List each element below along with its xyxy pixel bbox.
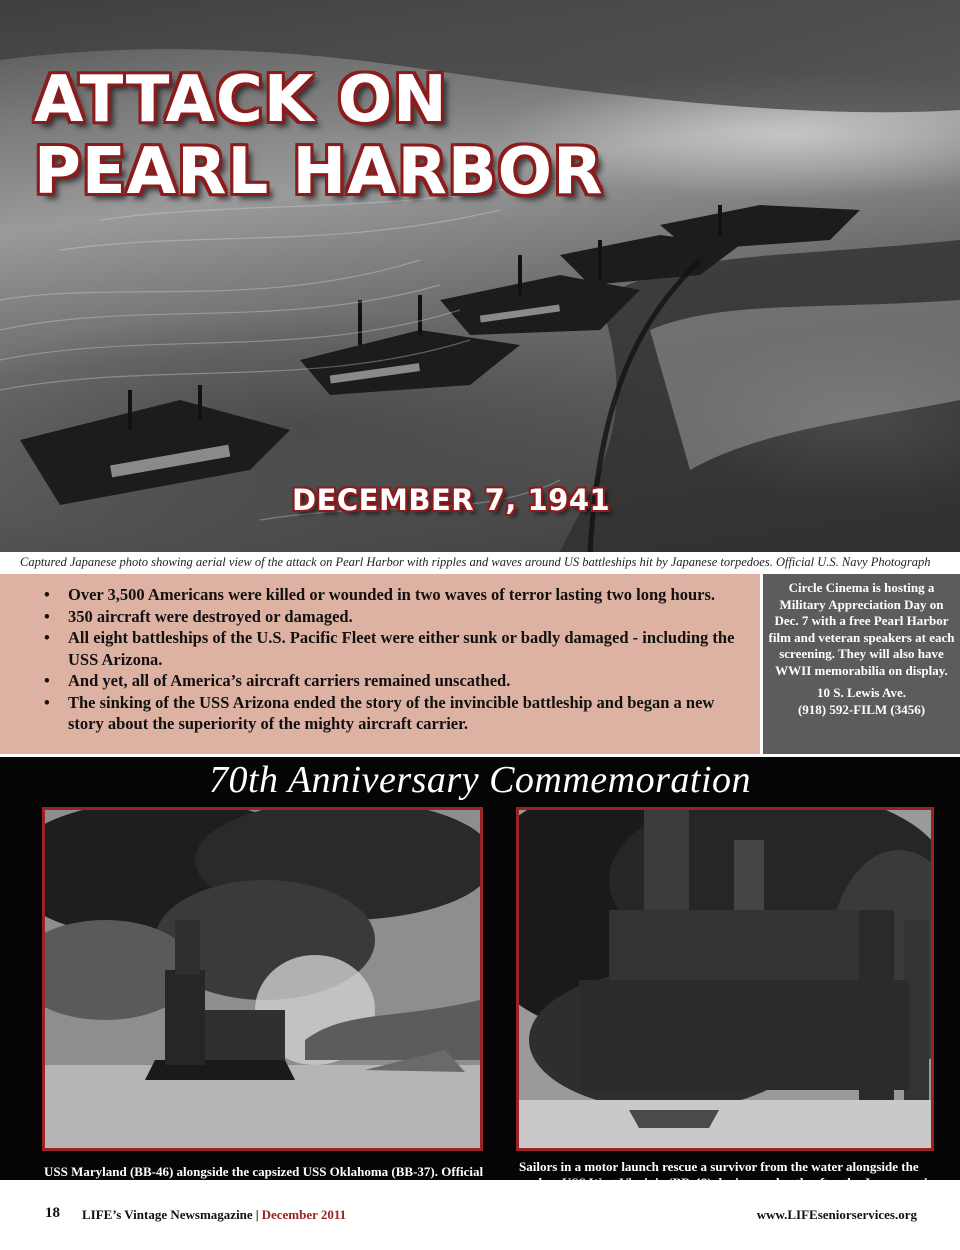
publication-name: LIFE’s Vintage Newsmagazine [82, 1207, 253, 1222]
fact-item: • And yet, all of America’s aircraft carriers remained unscathed. [44, 671, 511, 690]
fact-item: • All eight battleships of the U.S. Pacific Fleet were either sunk or badly damaged - including the USS Arizona. [44, 628, 735, 669]
anniversary-section [0, 757, 960, 1180]
bullet-icon: • [44, 606, 50, 626]
hero-photo [0, 0, 960, 552]
anniversary-heading: 70th Anniversary Commemoration [208, 759, 752, 801]
uss-maryland-photo [42, 807, 483, 1151]
event-info-box [763, 574, 960, 754]
event-description: Circle Cinema is hosting a Military Appreciation Day on Dec. 7 with a free Pearl Harbor film and veteran speakers at each screening. They will also have WWII memorabilia on display. [768, 580, 955, 678]
bullet-icon: • [44, 585, 50, 604]
bullet-icon: • [44, 692, 50, 712]
issue-date: December 2011 [261, 1207, 347, 1222]
uss-west-virginia-image [519, 810, 931, 1148]
fact-item: • Over 3,500 Americans were killed or wounded in two waves of terror lasting two long hours. [44, 585, 715, 604]
bullet-icon: • [44, 671, 50, 690]
footer-separator: | [255, 1207, 259, 1222]
uss-west-virginia-photo [516, 807, 934, 1151]
fact-item: • 350 aircraft were destroyed or damaged. [44, 606, 353, 626]
page-footer [0, 1180, 960, 1250]
uss-maryland-caption: USS Maryland (BB-46) alongside the capsized USS Oklahoma (BB-37). Official [44, 1164, 484, 1179]
hero-date: DECEMBER 7, 1941 [292, 483, 611, 517]
uss-maryland-image [45, 810, 480, 1148]
facts-list [40, 584, 740, 735]
hero-title-line-2: PEARL HARBOR [34, 135, 604, 209]
footer-publication [82, 1207, 346, 1223]
bullet-icon: • [44, 628, 50, 647]
website-link[interactable]: www.LIFEseniorservices.org [756, 1207, 917, 1222]
event-address: 10 S. Lewis Ave. [817, 685, 906, 700]
event-phone: (918) 592-FILM (3456) [797, 701, 926, 717]
facts-panel [0, 574, 760, 754]
fact-item: • The sinking of the USS Arizona ended the story of the invincible battleship and began a new story about the superiority of the mighty aircraft carrier. [44, 692, 715, 733]
page-number: 18 [45, 1205, 60, 1221]
hero-title-line-1: ATTACK ON [34, 63, 448, 137]
hero-photo-caption: Captured Japanese photo showing aerial view of the attack on Pearl Harbor with ripples and waves around US battleships hit by Japanese torpedoes. Official U.S. Navy Photograph [20, 555, 931, 569]
uss-west-virginia-caption: Sailors in a motor launch rescue a survivor from the water alongside the [519, 1159, 919, 1174]
